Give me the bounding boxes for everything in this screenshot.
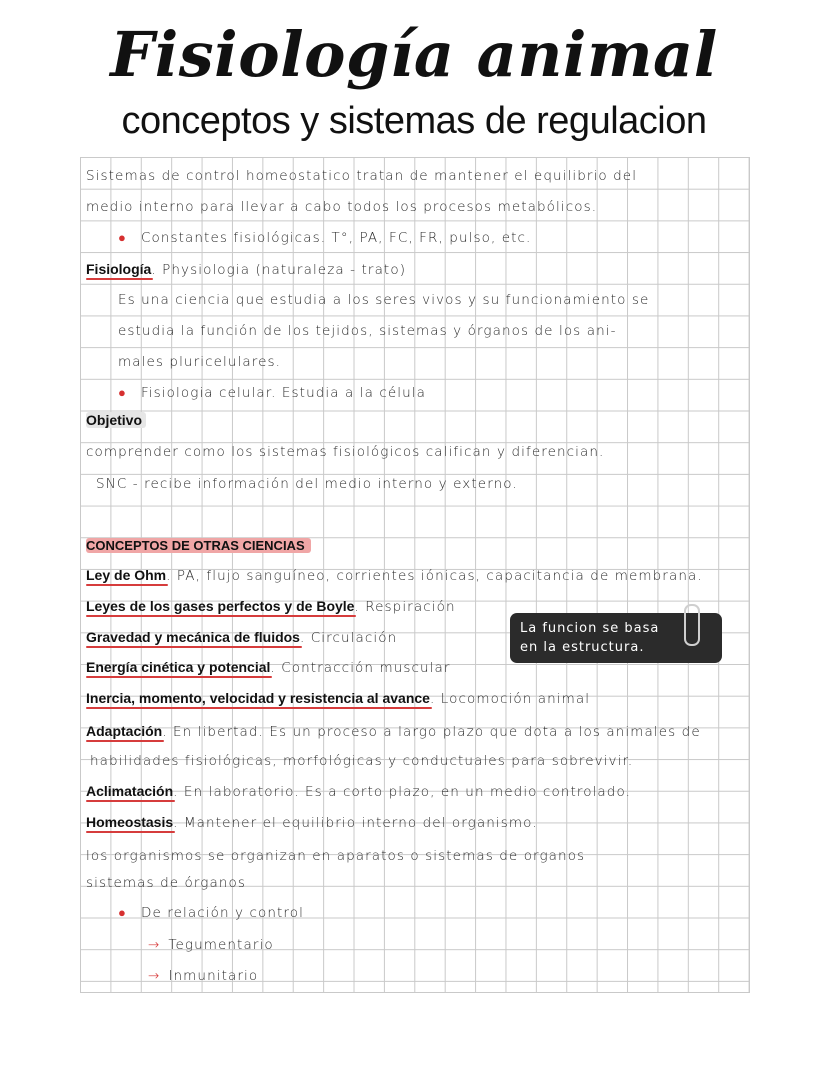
- fisiologia-def-3: males pluricelulares.: [118, 354, 282, 370]
- concepto-item: [86, 629, 397, 646]
- aclimatacion-term: Aclimatación: [86, 783, 174, 799]
- adaptacion-line-2: habilidades fisiológicas, morfológicas y conductuales para sobrevivir.: [90, 753, 634, 769]
- fisiologia-term: Fisiología: [86, 261, 152, 277]
- organismos-sub-2-text: Inmunitario: [168, 968, 259, 984]
- concepto-rest: . Contracción muscular: [270, 660, 451, 676]
- aclimatacion-line: [86, 783, 631, 800]
- organismos-sub-1-text: Tegumentario: [168, 937, 274, 953]
- intro-line-1: Sistemas de control homeostatico tratan de mantener el equilibrio del: [86, 168, 638, 184]
- concepto-term: Gravedad y mecánica de fluidos: [86, 629, 300, 645]
- adaptacion-rest: . En libertad. Es un proceso a largo plazo que dota a los animales de: [162, 724, 701, 740]
- note-line-1: La funcion se basa: [520, 621, 660, 636]
- adaptacion-line: [86, 723, 701, 740]
- intro-line-2: medio interno para llevar a cabo todos los procesos metabólicos.: [86, 199, 598, 215]
- concepto-rest: . Respiración: [354, 599, 456, 615]
- organismos-bullet-text: De relación y control: [140, 905, 304, 921]
- organismos-line-1: los organismos se organizan en aparatos o sistemas de organos: [86, 848, 586, 864]
- fisiologia-def-1: Es una ciencia que estudia a los seres vivos y su funcionamiento se: [118, 292, 650, 308]
- intro-bullet: [118, 230, 531, 246]
- intro-bullet-text: Constantes fisiológicas. T°, PA, FC, FR, pulso, etc.: [140, 230, 532, 246]
- concepto-item: [86, 690, 590, 707]
- homeostasis-rest: . Mantener el equilibrio interno del organismo.: [173, 815, 538, 831]
- concepto-item: [86, 659, 451, 676]
- adaptacion-term: Adaptación: [86, 723, 163, 739]
- note-line-2: en la estructura.: [520, 640, 645, 655]
- page-title: Fisiología animal: [110, 18, 718, 91]
- organismos-line-2: sistemas de órganos: [86, 875, 247, 891]
- concepto-rest: . Locomoción animal: [429, 691, 591, 707]
- bullet-dot-icon: ●: [118, 906, 127, 921]
- concepto-term: Leyes de los gases perfectos y de Boyle: [86, 598, 355, 614]
- concepto-item: [86, 567, 703, 584]
- homeostasis-term: Homeostasis: [86, 814, 174, 830]
- objetivo-line-2: SNC - recibe información del medio interno y externo.: [96, 476, 518, 492]
- conceptos-heading: CONCEPTOS DE OTRAS CIENCIAS: [86, 538, 311, 553]
- concepto-term: Inercia, momento, velocidad y resistencia al avance: [86, 690, 430, 706]
- paperclip-icon: [684, 604, 700, 646]
- arrow-right-icon: →: [148, 937, 161, 953]
- organismos-sub-1: [148, 937, 274, 953]
- objetivo-line: [86, 412, 146, 429]
- fisiologia-line: [86, 261, 406, 278]
- concepto-rest: . PA, flujo sanguíneo, corrientes iónicas, capacitancia de membrana.: [166, 568, 703, 584]
- organismos-sub-2: [148, 968, 258, 984]
- concepto-term: Energía cinética y potencial: [86, 659, 271, 675]
- concepto-item: [86, 598, 456, 615]
- page-subtitle: conceptos y sistemas de regulacion: [121, 100, 707, 142]
- concepto-term: Ley de Ohm: [86, 567, 167, 583]
- organismos-bullet: [118, 905, 304, 921]
- fisiologia-rest: . Physiologia (naturaleza - trato): [151, 262, 407, 278]
- bullet-dot-icon: ●: [118, 386, 127, 401]
- fisiologia-bullet: [118, 385, 426, 401]
- bullet-dot-icon: ●: [118, 231, 127, 246]
- homeostasis-line: [86, 814, 538, 831]
- conceptos-heading-line: [86, 538, 311, 554]
- aclimatacion-rest: . En laboratorio. Es a corto plazo, en un medio controlado.: [173, 784, 631, 800]
- arrow-right-icon: →: [148, 968, 161, 984]
- concepto-rest: . Circulación: [299, 630, 398, 646]
- fisiologia-def-2: estudia la función de los tejidos, sistemas y órganos de los ani-: [118, 323, 617, 339]
- objetivo-line-1: comprender como los sistemas fisiológicos califican y diferencian.: [86, 444, 605, 460]
- fisiologia-bullet-text: Fisiologia celular. Estudia a la célula: [140, 385, 427, 401]
- objetivo-label: Objetivo: [86, 412, 146, 428]
